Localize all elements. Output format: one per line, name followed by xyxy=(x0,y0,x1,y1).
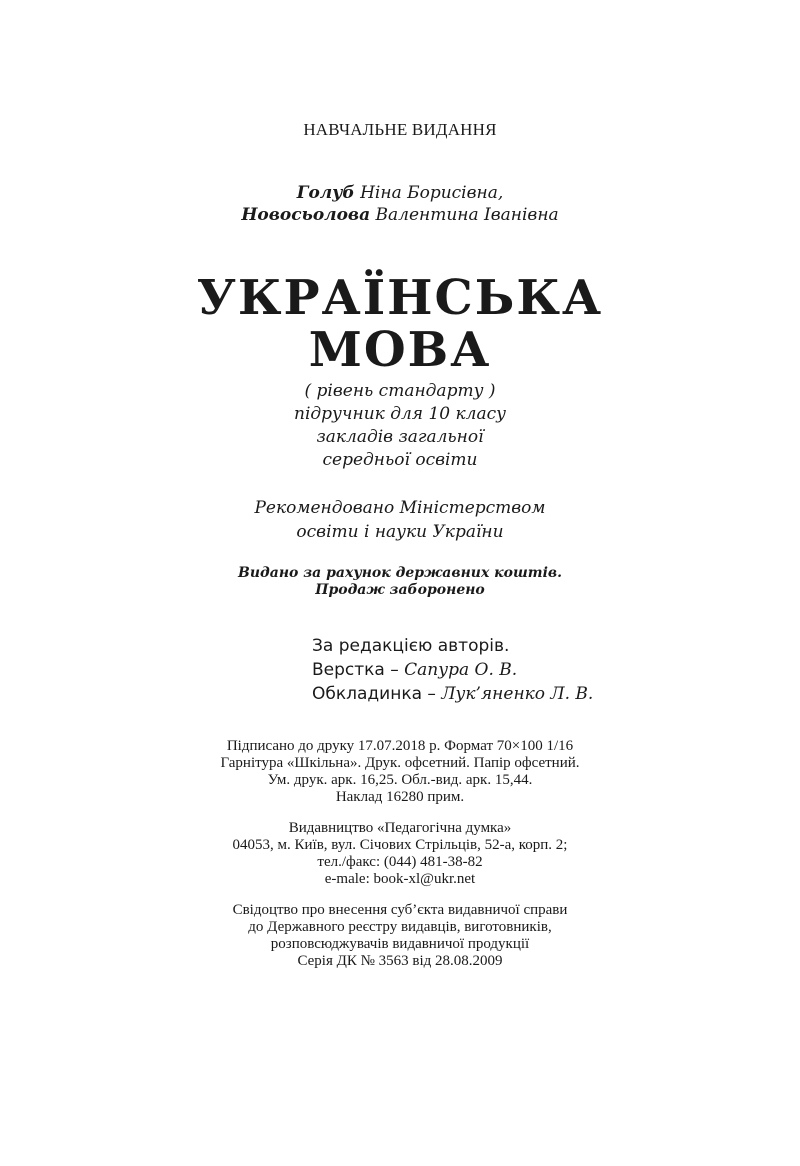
recommendation-line-2: освіти і науки України xyxy=(296,522,504,542)
subtitle-line-4: середньої освіти xyxy=(322,450,478,470)
certificate-line-4: Серія ДК № 3563 від 28.08.2009 xyxy=(297,953,503,969)
book-title-line-2: МОВА xyxy=(308,322,492,378)
cover-credit xyxy=(312,684,593,704)
layout-credit-name: Сапура О. В. xyxy=(404,660,518,680)
certificate-line-3: розповсюджувачів видавничої продукції xyxy=(270,936,530,952)
publisher-email: e-male: book-xl@ukr.net xyxy=(324,871,476,887)
edition-type: НАВЧАЛЬНЕ ВИДАННЯ xyxy=(303,120,497,139)
print-info-line-2: Гарнітура «Шкільна». Друк. офсетний. Папір офсетний. xyxy=(220,755,580,771)
author-2-given-name: Валентина Іванівна xyxy=(370,205,559,225)
subtitle-line-3: закладів загальної xyxy=(316,427,484,447)
publisher-address: 04053, м. Київ, вул. Січових Стрільців, 52-а, корп. 2; xyxy=(232,837,568,853)
print-info-line-1: Підписано до друку 17.07.2018 р. Формат 70×100 1/16 xyxy=(226,738,574,754)
layout-credit xyxy=(312,660,517,680)
print-info-line-4: Наклад 16280 прим. xyxy=(335,789,465,805)
cover-credit-name: Лук’яненко Л. В. xyxy=(441,684,594,704)
certificate-line-1: Свідоцтво про внесення суб’єкта видавничої справи xyxy=(232,902,568,918)
author-1-surname: Голуб xyxy=(296,183,355,203)
funding-note-line-2: Продаж заборонено xyxy=(315,582,485,598)
cover-credit-label: Обкладинка – xyxy=(312,684,442,704)
print-info-line-3: Ум. друк. арк. 16,25. Обл.-вид. арк. 15,44. xyxy=(267,772,533,788)
author-line-2 xyxy=(0,205,800,225)
book-title-line-1: УКРАЇНСЬКА xyxy=(196,270,604,326)
publisher-name: Видавництво «Педагогічна думка» xyxy=(288,820,512,836)
author-line-1 xyxy=(0,183,800,203)
subtitle-line-2: підручник для 10 класу xyxy=(294,404,506,424)
recommendation-line-1: Рекомендовано Міністерством xyxy=(254,498,546,518)
subtitle-line-1: ( рівень стандарту ) xyxy=(304,381,496,401)
funding-note-line-1: Видано за рахунок державних коштів. xyxy=(238,565,562,581)
author-1-given-name: Ніна Борисівна, xyxy=(354,183,504,203)
certificate-line-2: до Державного реєстру видавців, виготовників, xyxy=(248,919,552,935)
author-2-surname: Новосьолова xyxy=(241,205,371,225)
layout-credit-label: Верстка – xyxy=(312,660,405,680)
publisher-phone: тел./факс: (044) 481-38-82 xyxy=(317,854,483,870)
editorial-note: За редакцією авторів. xyxy=(312,636,510,656)
